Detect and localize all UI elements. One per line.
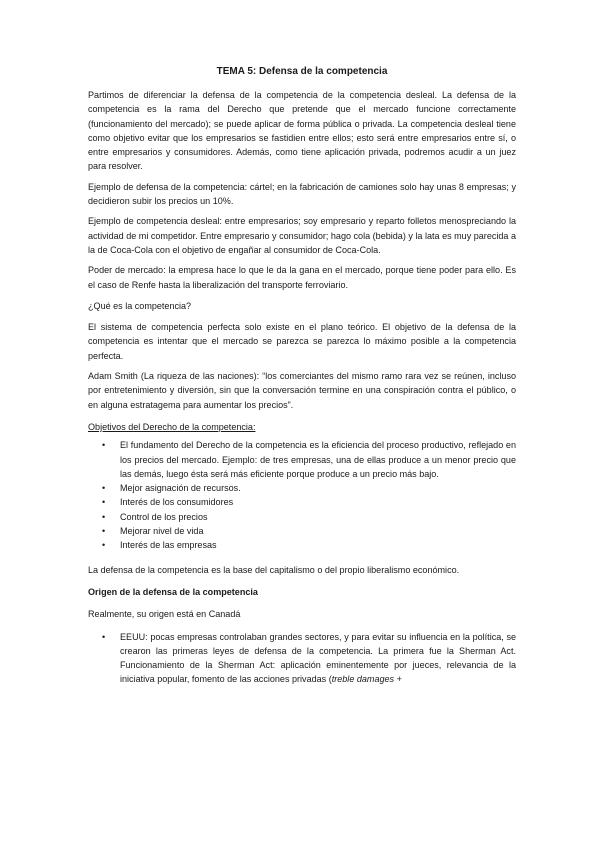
- paragraph-intro: Partimos de diferenciar la defensa de la competencia de la competencia desleal. La defensa de la competencia es la rama del Derecho que pretende que el mercado funcione correctamente (funcionamiento del mercado); se puede aplicar de forma pública o privada. La competencia desleal tiene como objetivo evitar que los empresarios se fastidien entre ellos; esto será entre empresarios entre sí, o entre empresarios y consumidores. Además, como tiene aplicación privada, podremos acudir a un juez para resolver.: [88, 90, 516, 172]
- bullet-icon: •: [102, 483, 106, 494]
- italic-term: treble damages: [331, 674, 395, 685]
- list-item-text: EEUU: pocas empresas controlaban grandes sectores, y para evitar su influencia en la política, se crearon las primeras leyes de defensa de la competencia. La primera fue la Sherman Act. Funcionamiento de la Sherman Act: aplicación eminentemente por jueces, relevancia de la iniciativa popular, fomento de las acciones privadas (: [120, 631, 516, 685]
- bullet-icon: •: [102, 631, 106, 642]
- paragraph-example-unfair: Ejemplo de competencia desleal: entre empresarios; soy empresario y reparto folletos menospreciando la actividad de mi competidor. Entre empresario y consumidor; hago cola (bebida) y la lata es muy parecida a la de Coca-Cola con el objetivo de engañar al consumidor de Coca-Cola.: [88, 216, 516, 255]
- bullet-icon: •: [102, 497, 106, 508]
- paragraph-perfect-competition: El sistema de competencia perfecta solo existe en el plano teórico. El objetivo de la defensa de la competencia es intentar que el mercado se parezca se parezca lo máximo posible a la competencia perfecta.: [88, 322, 516, 361]
- list-item-text: El fundamento del Derecho de la competencia es la eficiencia del proceso productivo, reflejado en los precios del mercado. Ejemplo: de tres empresas, una de ellas produce a un menor precio que las demás, luego ésta será más eficiente porque produce a un precio más bajo.: [120, 440, 516, 479]
- paragraph-capitalism: La defensa de la competencia es la base del capitalismo o del propio liberalismo económico.: [88, 564, 460, 575]
- list-item: [88, 538, 516, 552]
- document-page: [88, 66, 516, 693]
- list-item: [88, 510, 516, 524]
- paragraph-example-cartel: Ejemplo de defensa de la competencia: cártel; en la fabricación de camiones solo hay unas 8 empresas; y decidieron subir los precios un 10%.: [88, 181, 516, 207]
- paragraph-canada: Realmente, su origen está en Canadá: [88, 609, 241, 620]
- list-item: [88, 630, 516, 687]
- list-item-text: Mejorar nivel de vida: [120, 526, 204, 537]
- list-item-text: Interés de las empresas: [120, 540, 217, 551]
- bullet-icon: •: [102, 526, 106, 537]
- list-item: [88, 495, 516, 509]
- list-item-tail: +: [394, 674, 402, 685]
- objectives-heading: Objetivos del Derecho de la competencia:: [88, 421, 256, 432]
- document-title: TEMA 5: Defensa de la competencia: [216, 66, 388, 77]
- objectives-list: [88, 438, 516, 552]
- list-item: [88, 438, 516, 481]
- question-heading: ¿Qué es la competencia?: [88, 300, 192, 311]
- bullet-icon: •: [102, 511, 106, 522]
- list-item: [88, 524, 516, 538]
- bullet-icon: •: [102, 540, 106, 551]
- list-item: [88, 481, 516, 495]
- origin-list: [88, 630, 516, 687]
- origin-heading: Origen de la defensa de la competencia: [88, 586, 258, 597]
- bullet-icon: •: [102, 440, 106, 451]
- list-item-text: Mejor asignación de recursos.: [120, 483, 241, 494]
- paragraph-adam-smith: Adam Smith (La riqueza de las naciones): “los comerciantes del mismo ramo rara vez se reúnen, incluso por entretenimiento y diversión, sin que la conversación termine en una conspiración contra el público, o en alguna estratagema para aumentar los precios”.: [88, 371, 516, 410]
- paragraph-market-power: Poder de mercado: la empresa hace lo que le da la gana en el mercado, porque tiene poder para ello. Es el caso de Renfe hasta la liberalización del transporte ferroviario.: [88, 265, 516, 290]
- list-item-text: Control de los precios: [120, 511, 208, 522]
- list-item-text: Interés de los consumidores: [120, 497, 234, 508]
